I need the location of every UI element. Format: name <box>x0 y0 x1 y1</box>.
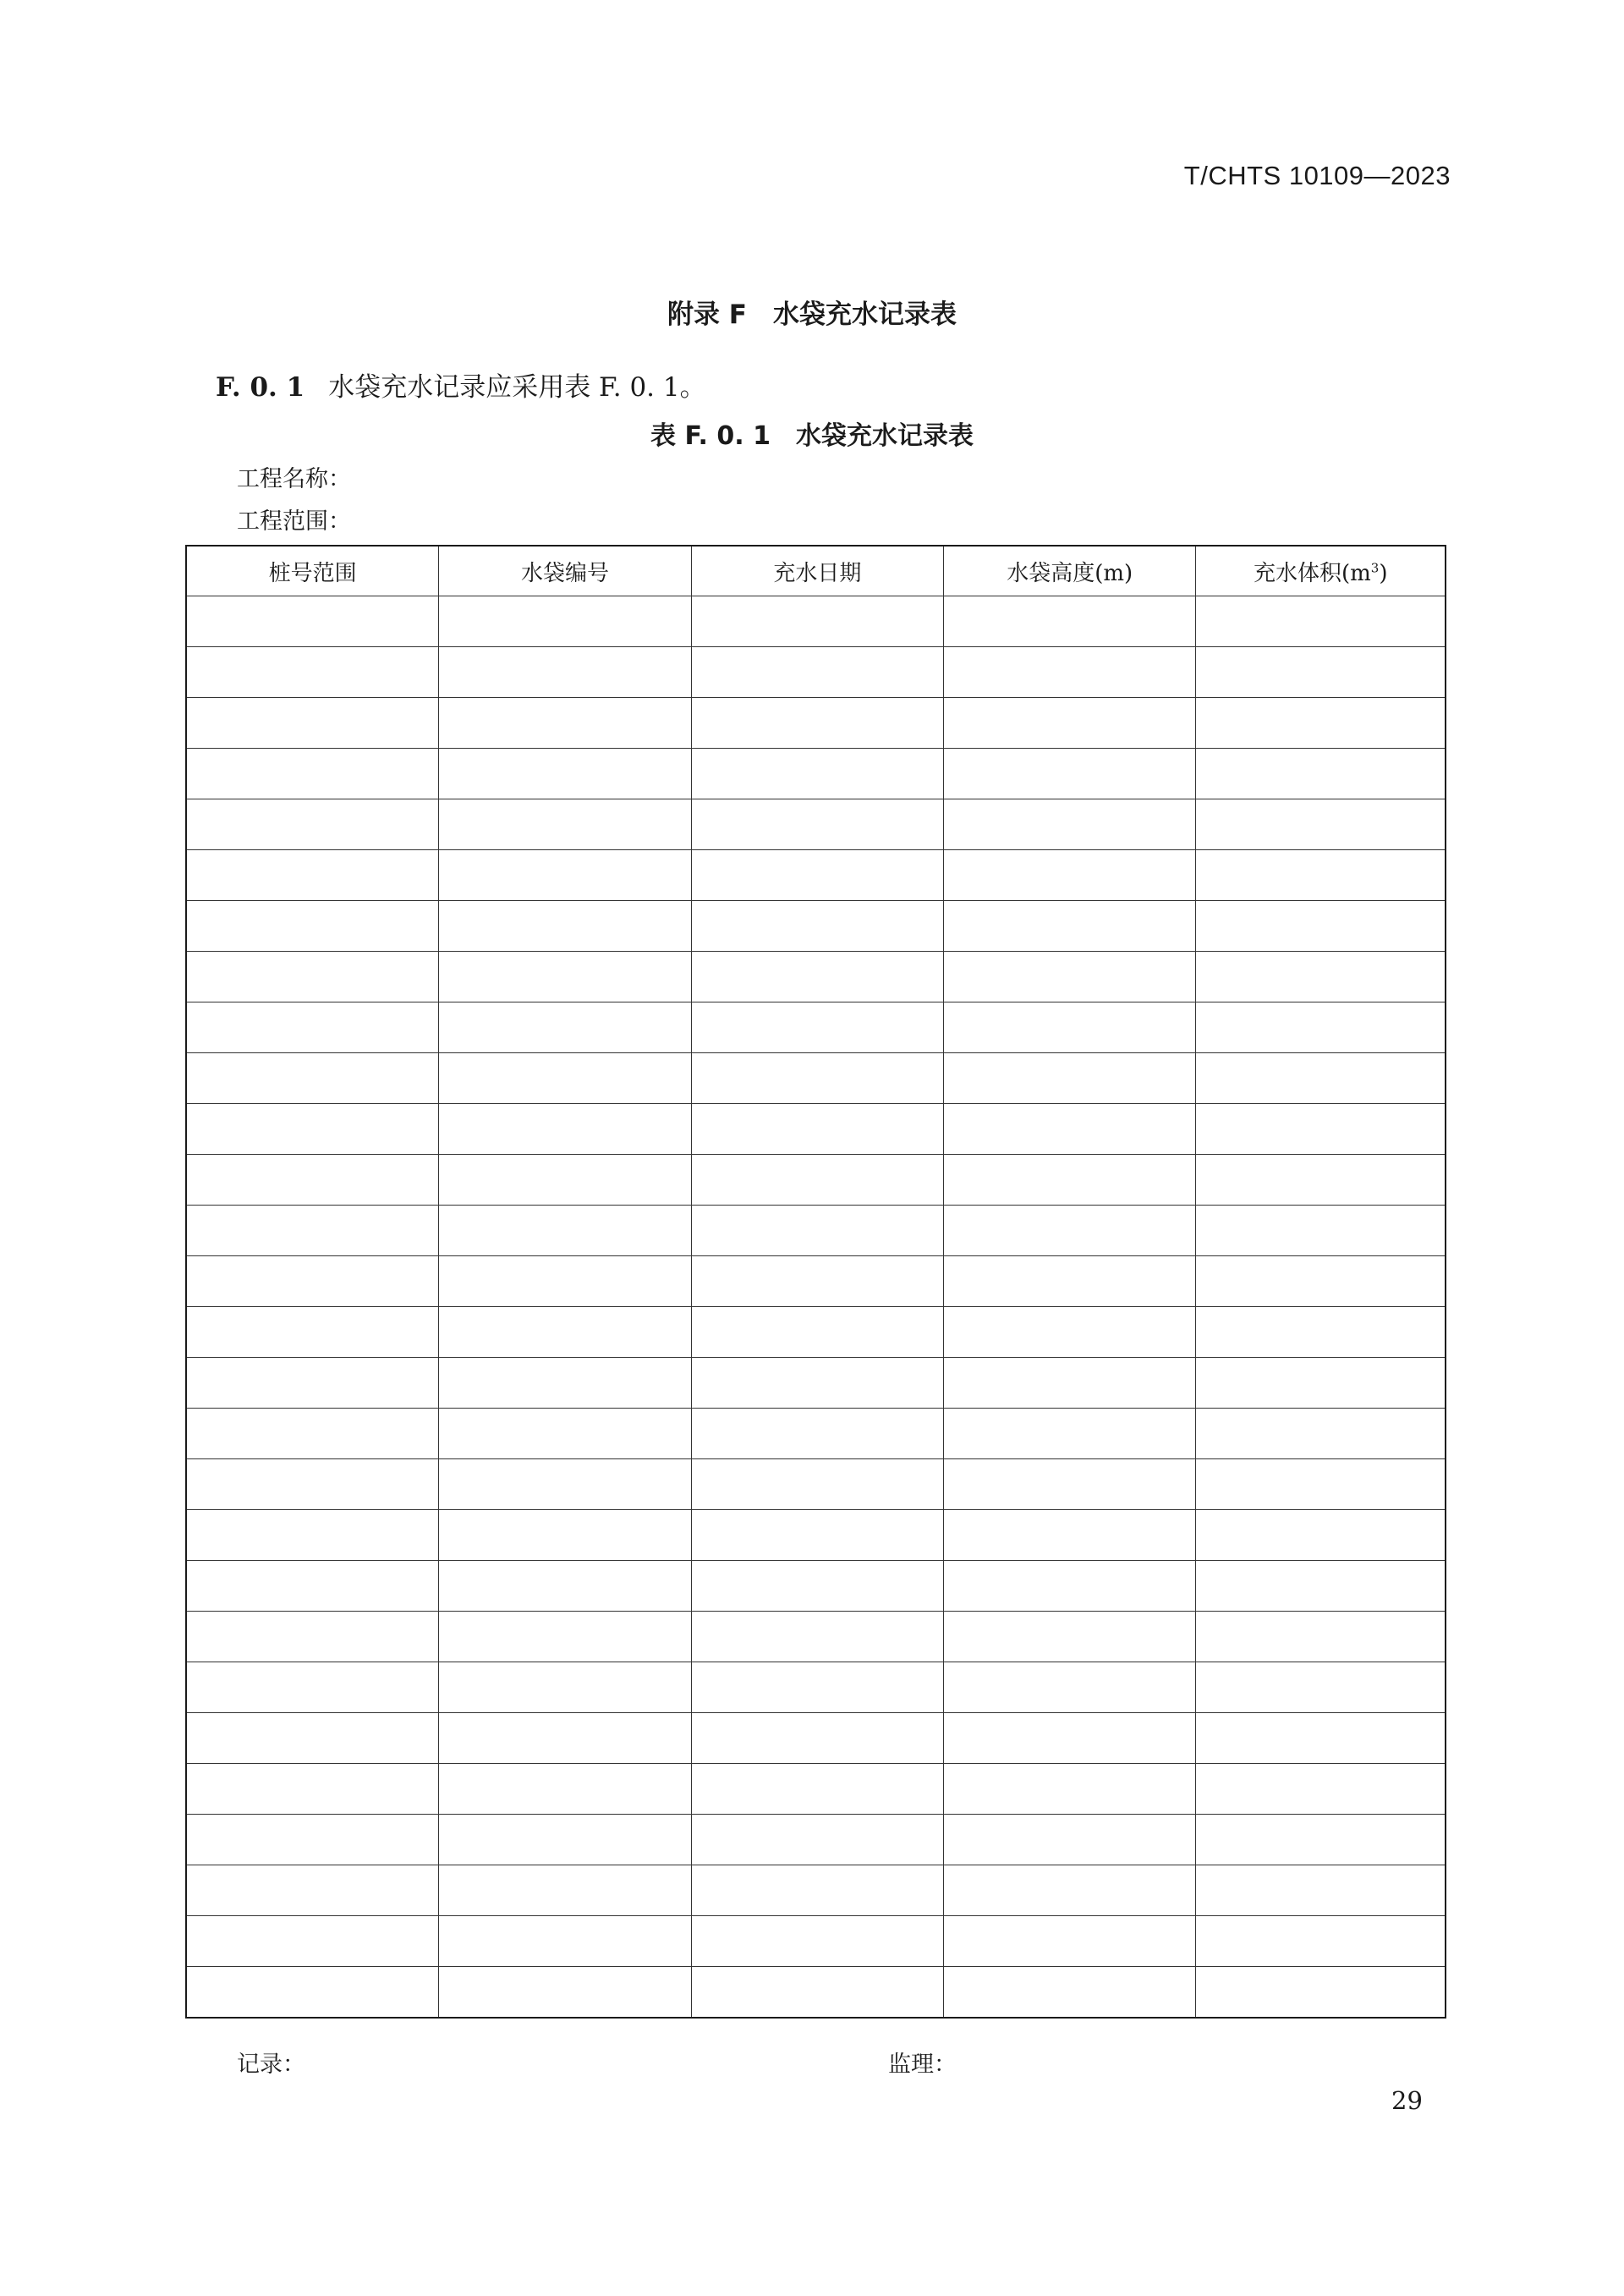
table-cell[interactable] <box>439 1358 691 1409</box>
table-cell[interactable] <box>691 1967 943 2019</box>
table-cell[interactable] <box>943 1764 1195 1815</box>
table-cell[interactable] <box>943 596 1195 647</box>
clause-text: 水袋充水记录应采用表 F. 0. 1。 <box>328 372 706 403</box>
table-cell[interactable] <box>1196 1053 1446 1104</box>
table-cell[interactable] <box>1196 850 1446 901</box>
table-cell[interactable] <box>1196 1307 1446 1358</box>
table-cell[interactable] <box>439 952 691 1002</box>
table-cell[interactable] <box>943 1002 1195 1053</box>
table-row <box>186 1053 1446 1104</box>
table-cell[interactable] <box>943 1612 1195 1662</box>
table-cell[interactable] <box>186 1409 439 1459</box>
table-cell[interactable] <box>943 1307 1195 1358</box>
table-cell[interactable] <box>943 952 1195 1002</box>
table-cell[interactable] <box>439 1764 691 1815</box>
table-cell[interactable] <box>943 1561 1195 1612</box>
table-cell[interactable] <box>691 596 943 647</box>
fill-volume-label: 充水体积(m <box>1253 560 1371 586</box>
table-cell[interactable] <box>186 698 439 749</box>
table-cell[interactable] <box>1196 1510 1446 1561</box>
fill-volume-superscript: 3 <box>1370 559 1380 575</box>
table-title: 表 F. 0. 1 水袋充水记录表 <box>650 421 974 451</box>
table-cell[interactable] <box>691 901 943 952</box>
table-cell[interactable] <box>186 1155 439 1206</box>
table-cell[interactable] <box>691 952 943 1002</box>
table-cell[interactable] <box>186 1206 439 1256</box>
table-cell[interactable] <box>1196 952 1446 1002</box>
table-row <box>186 1967 1446 2019</box>
table-cell[interactable] <box>691 1865 943 1916</box>
table-cell[interactable] <box>691 647 943 698</box>
page-number: 29 <box>1391 2086 1423 2115</box>
table-cell[interactable] <box>439 1256 691 1307</box>
standard-code: T/CHTS 10109—2023 <box>1183 161 1451 190</box>
table-cell[interactable] <box>1196 596 1446 647</box>
table-cell[interactable] <box>691 1053 943 1104</box>
table-row <box>186 698 1446 749</box>
table-cell[interactable] <box>691 1104 943 1155</box>
table-cell[interactable] <box>186 1764 439 1815</box>
table-cell[interactable] <box>186 1459 439 1510</box>
table-cell[interactable] <box>439 1713 691 1764</box>
table-row <box>186 1307 1446 1358</box>
table-cell[interactable] <box>943 1510 1195 1561</box>
table-cell[interactable] <box>943 1865 1195 1916</box>
table-cell[interactable] <box>186 1053 439 1104</box>
table-cell[interactable] <box>691 1662 943 1713</box>
table-cell[interactable] <box>943 698 1195 749</box>
table-row <box>186 1764 1446 1815</box>
table-cell[interactable] <box>439 1916 691 1967</box>
table-body <box>186 596 1446 2019</box>
table-cell[interactable] <box>439 799 691 850</box>
table-cell[interactable] <box>1196 1358 1446 1409</box>
table-cell[interactable] <box>943 749 1195 799</box>
table-cell[interactable] <box>1196 1256 1446 1307</box>
table-cell[interactable] <box>186 596 439 647</box>
table-row <box>186 1561 1446 1612</box>
table-cell[interactable] <box>439 1815 691 1865</box>
table-cell[interactable] <box>691 1206 943 1256</box>
table-cell[interactable] <box>943 1916 1195 1967</box>
column-header-fill-volume <box>1196 546 1446 596</box>
table-cell[interactable] <box>691 1764 943 1815</box>
table-cell[interactable] <box>691 1815 943 1865</box>
table-cell[interactable] <box>186 1002 439 1053</box>
table-cell[interactable] <box>186 1612 439 1662</box>
table-cell[interactable] <box>186 1713 439 1764</box>
table-row <box>186 1409 1446 1459</box>
table-cell[interactable] <box>186 1916 439 1967</box>
table-cell[interactable] <box>439 1662 691 1713</box>
table-cell[interactable] <box>691 1561 943 1612</box>
table-row <box>186 1662 1446 1713</box>
table-row <box>186 1865 1446 1916</box>
table-cell[interactable] <box>439 1612 691 1662</box>
table-cell[interactable] <box>691 1510 943 1561</box>
table-cell[interactable] <box>691 1358 943 1409</box>
table-cell[interactable] <box>943 647 1195 698</box>
table-cell[interactable] <box>1196 698 1446 749</box>
project-name-label: 工程名称： <box>237 466 351 492</box>
table-cell[interactable] <box>439 1865 691 1916</box>
table-cell[interactable] <box>943 1155 1195 1206</box>
table-row <box>186 850 1446 901</box>
table-cell[interactable] <box>1196 1206 1446 1256</box>
table-cell[interactable] <box>691 698 943 749</box>
table-cell[interactable] <box>439 1104 691 1155</box>
table-row <box>186 1002 1446 1053</box>
table-cell[interactable] <box>691 749 943 799</box>
table-row <box>186 1713 1446 1764</box>
table-row <box>186 1916 1446 1967</box>
water-bag-record-table <box>185 545 1446 2019</box>
table-cell[interactable] <box>1196 749 1446 799</box>
table-cell[interactable] <box>943 1713 1195 1764</box>
column-header-station-range: 桩号范围 <box>186 546 439 596</box>
table-cell[interactable] <box>1196 1815 1446 1865</box>
table-cell[interactable] <box>439 1307 691 1358</box>
table-cell[interactable] <box>943 1206 1195 1256</box>
clause <box>216 365 706 404</box>
clause-number: F. 0. 1 <box>216 372 305 403</box>
table-cell[interactable] <box>186 749 439 799</box>
table-cell[interactable] <box>943 1815 1195 1865</box>
table-cell[interactable] <box>691 1612 943 1662</box>
table-cell[interactable] <box>439 1053 691 1104</box>
table-cell[interactable] <box>691 850 943 901</box>
table-row <box>186 1459 1446 1510</box>
table-cell[interactable] <box>439 850 691 901</box>
table-cell[interactable] <box>186 1662 439 1713</box>
table-cell[interactable] <box>186 647 439 698</box>
table-row <box>186 749 1446 799</box>
table-cell[interactable] <box>691 1713 943 1764</box>
table-row <box>186 1206 1446 1256</box>
table-cell[interactable] <box>1196 1459 1446 1510</box>
table-cell[interactable] <box>691 799 943 850</box>
table-cell[interactable] <box>439 1459 691 1510</box>
table-cell[interactable] <box>439 749 691 799</box>
table-row <box>186 1155 1446 1206</box>
table-cell[interactable] <box>1196 1967 1446 2019</box>
table-cell[interactable] <box>943 901 1195 952</box>
table-cell[interactable] <box>439 1510 691 1561</box>
table-cell[interactable] <box>1196 1764 1446 1815</box>
table-cell[interactable] <box>1196 1104 1446 1155</box>
table-cell[interactable] <box>439 1206 691 1256</box>
table-cell[interactable] <box>439 647 691 698</box>
table-cell[interactable] <box>691 1409 943 1459</box>
project-scope-label: 工程范围： <box>237 508 351 535</box>
table-cell[interactable] <box>691 1459 943 1510</box>
table-cell[interactable] <box>439 698 691 749</box>
table-cell[interactable] <box>439 1002 691 1053</box>
table-cell[interactable] <box>943 1053 1195 1104</box>
table-row <box>186 1104 1446 1155</box>
table-cell[interactable] <box>943 1256 1195 1307</box>
table-row <box>186 1358 1446 1409</box>
column-header-fill-date: 充水日期 <box>691 546 943 596</box>
table-cell[interactable] <box>186 850 439 901</box>
table-cell[interactable] <box>186 952 439 1002</box>
table-cell[interactable] <box>186 1307 439 1358</box>
table-cell[interactable] <box>943 799 1195 850</box>
table-cell[interactable] <box>186 1510 439 1561</box>
table-cell[interactable] <box>943 850 1195 901</box>
table-header-row <box>186 546 1446 596</box>
table-cell[interactable] <box>1196 901 1446 952</box>
table-row <box>186 1510 1446 1561</box>
column-header-bag-number: 水袋编号 <box>439 546 691 596</box>
table-cell[interactable] <box>186 1358 439 1409</box>
table-cell[interactable] <box>186 1865 439 1916</box>
table-cell[interactable] <box>691 1307 943 1358</box>
table-row <box>186 952 1446 1002</box>
table-cell[interactable] <box>943 1104 1195 1155</box>
table-cell[interactable] <box>1196 647 1446 698</box>
table-cell[interactable] <box>1196 1612 1446 1662</box>
table-cell[interactable] <box>186 901 439 952</box>
table-row <box>186 901 1446 952</box>
table-cell[interactable] <box>1196 1713 1446 1764</box>
table-cell[interactable] <box>439 1967 691 2019</box>
table-row <box>186 1612 1446 1662</box>
column-header-bag-height: 水袋高度(m) <box>943 546 1195 596</box>
table-cell[interactable] <box>691 1002 943 1053</box>
table-row <box>186 647 1446 698</box>
table-cell[interactable] <box>186 1967 439 2019</box>
table-cell[interactable] <box>186 1104 439 1155</box>
table-cell[interactable] <box>691 1155 943 1206</box>
table-cell[interactable] <box>186 1256 439 1307</box>
supervisor-label: 监理： <box>888 2052 957 2078</box>
table-cell[interactable] <box>186 1815 439 1865</box>
table-cell[interactable] <box>186 1561 439 1612</box>
table-cell[interactable] <box>1196 1662 1446 1713</box>
table-cell[interactable] <box>943 1409 1195 1459</box>
table-cell[interactable] <box>1196 1409 1446 1459</box>
table-cell[interactable] <box>186 799 439 850</box>
table-cell[interactable] <box>691 1256 943 1307</box>
table-row <box>186 1256 1446 1307</box>
table-cell[interactable] <box>943 1662 1195 1713</box>
table-cell[interactable] <box>943 1459 1195 1510</box>
table-cell[interactable] <box>1196 799 1446 850</box>
fill-volume-suffix: ) <box>1379 560 1388 586</box>
recorder-label: 记录： <box>237 2052 305 2078</box>
table-cell[interactable] <box>943 1358 1195 1409</box>
table-cell[interactable] <box>1196 1155 1446 1206</box>
table-cell[interactable] <box>1196 1865 1446 1916</box>
table-row <box>186 799 1446 850</box>
appendix-title: 附录 F 水袋充水记录表 <box>667 299 957 330</box>
table-cell[interactable] <box>439 596 691 647</box>
table-cell[interactable] <box>439 1561 691 1612</box>
table-cell[interactable] <box>1196 1002 1446 1053</box>
table-cell[interactable] <box>439 901 691 952</box>
table-cell[interactable] <box>439 1155 691 1206</box>
table-cell[interactable] <box>691 1916 943 1967</box>
table-cell[interactable] <box>1196 1561 1446 1612</box>
table-cell[interactable] <box>1196 1916 1446 1967</box>
table-row <box>186 596 1446 647</box>
table-cell[interactable] <box>439 1409 691 1459</box>
table-row <box>186 1815 1446 1865</box>
table-cell[interactable] <box>943 1967 1195 2019</box>
